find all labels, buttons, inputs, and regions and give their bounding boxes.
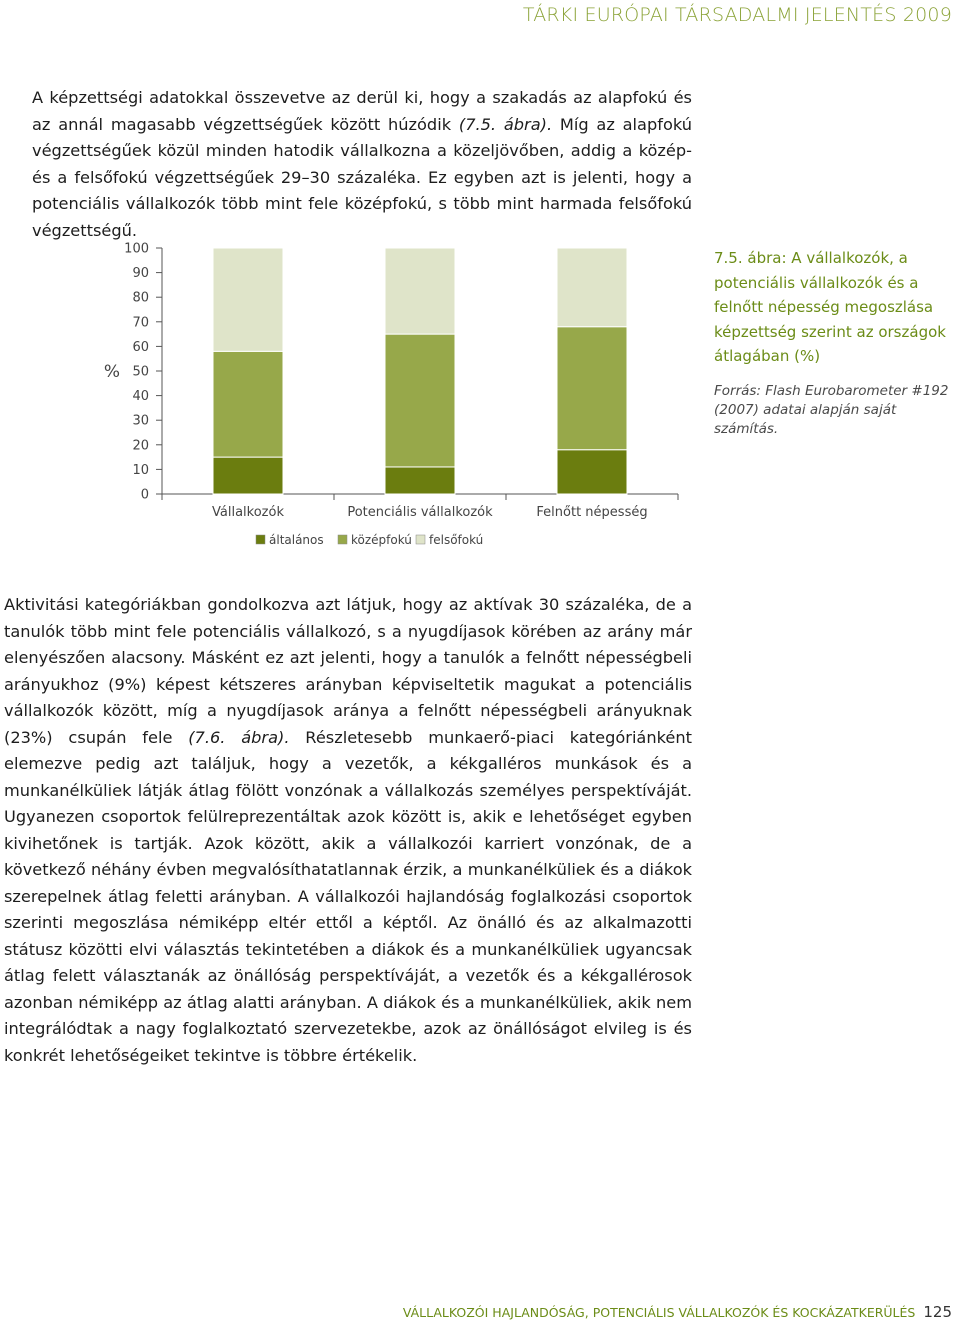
figure-source: Forrás: Flash Eurobarometer #192 (2007) adatai alapján saját számítás. <box>714 383 949 437</box>
bar-segment <box>385 248 455 334</box>
legend-swatch <box>256 535 265 544</box>
x-tick-label: Felnőtt népesség <box>536 505 648 520</box>
paragraph-text: A képzettségi adatokkal összevetve az derül ki, hogy a szakadás az alapfokú és az annál magasabb végzettségűek között húzódik <box>32 88 692 134</box>
paragraph-activity <box>4 592 692 1069</box>
legend-label: általános <box>269 533 324 547</box>
figure-caption: 7.5. ábra: A vállalkozók, a potenciális vállalkozók és a felnőtt népesség megoszlása képzettség szerint az országok átlagában (%) <box>714 249 946 365</box>
legend-swatch <box>416 535 425 544</box>
paragraph-text: Aktivitási kategóriákban gondolkozva azt látjuk, hogy az aktívak 30 százaléka, de a tanulók több mint fele potenciális vállalkozó, s a nyugdíjasok körében az arány már elenyészően alacsony. Másként ez azt jelenti, hogy a tanulók a felnőtt népességbeli arányukhoz (9%) képest kétszeres arányban képviseltetik magukat a potenciális vállalkozók között, míg a nyugdíjasok aránya a felnőtt népességbeli arányuknak (23%) csupán fele <box>4 595 692 747</box>
bar-segment <box>557 248 627 327</box>
x-tick-label: Potenciális vállalkozók <box>347 505 493 520</box>
bar-segment <box>213 248 283 351</box>
footer-title: VÁLLALKOZÓI HAJLANDÓSÁG, POTENCIÁLIS VÁLLALKOZÓK ÉS KOCKÁZATKERÜLÉS <box>402 1305 916 1320</box>
legend-swatch <box>338 535 347 544</box>
y-tick-label: 10 <box>132 462 149 478</box>
y-tick-label: 40 <box>132 389 149 405</box>
bar-segment <box>385 467 455 494</box>
figure-reference[interactable]: (7.5. ábra). <box>458 114 553 134</box>
figure-chart <box>0 232 700 562</box>
y-axis-label: % <box>103 362 121 382</box>
running-header: TÁRKI EURÓPAI TÁRSADALMI JELENTÉS 2009 <box>522 4 952 26</box>
y-tick-label: 30 <box>132 413 149 429</box>
bar-segment <box>557 327 627 450</box>
running-footer <box>12 1301 952 1324</box>
y-tick-label: 0 <box>140 487 149 503</box>
page-number: 125 <box>923 1303 952 1321</box>
y-tick-label: 50 <box>132 364 149 380</box>
y-tick-label: 90 <box>132 266 149 282</box>
x-tick-label: Vállalkozók <box>212 505 284 520</box>
bar-segment <box>213 457 283 494</box>
legend-label: középfokú <box>351 533 412 547</box>
y-tick-label: 70 <box>132 315 149 331</box>
paragraph-intro <box>32 85 692 244</box>
figure-reference[interactable]: (7.6. ábra). <box>188 727 290 747</box>
bar-segment <box>385 334 455 467</box>
paragraph-text: Míg az alapfokú végzettségűek közül minden hatodik vállalkozna a közeljövőben, addig a közép- és a felsőfokú végzettségűek 29–30 százaléka. Ez egyben azt is jelenti, hogy a potenciális vállalkozók több mint fele középfokú, s több mint harmada felsőfokú végzettségű. <box>32 114 692 240</box>
bar-segment <box>557 450 627 494</box>
y-tick-label: 80 <box>132 290 149 306</box>
y-tick-label: 20 <box>132 438 149 454</box>
paragraph-text: Részletesebb munkaerő-piaci kategóriánként elemezve pedig azt találjuk, hogy a vezetők, a kékgalléros munkások és a munkanélküliek látják átlag fölött vonzónak a vállalkozás személyes perspektíváját. Ugyanezen csoportok felülreprezentáltak azok között is, akik e lehetőséget egyben kivihetőnek is tartják. Azok között, akik a vállalkozói karriert vonzónak, de a következő néhány évben megvalósíthatatlannak érzik, a munkanélküliek és a diákok szerepelnek átlag feletti arányban. A vállalkozói hajlandóság foglalkozási csoportok szerinti megoszlása némiképp eltér ettől a képtől. Az önálló és az alkalmazotti státusz közötti elvi választás tekintetében a diákok és a munkanélküliek ugyancsak átlag felett választanák az önállóság perspektíváját, a vezetők és a kékgallérosok azonban némiképp az átlag alatti arányban. A diákok és a munkanélküliek, akik nem integrálódtak a nagy foglalkoztató szervezetekbe, azok az önállóságot elvileg is és konkrét lehetőségeiket tekintve is többre értékelik. <box>4 727 692 1065</box>
y-tick-label: 100 <box>124 241 149 257</box>
bar-segment <box>213 351 283 457</box>
y-tick-label: 60 <box>132 339 149 355</box>
legend-label: felsőfokú <box>429 533 484 547</box>
stacked-bar-chart <box>0 232 700 562</box>
